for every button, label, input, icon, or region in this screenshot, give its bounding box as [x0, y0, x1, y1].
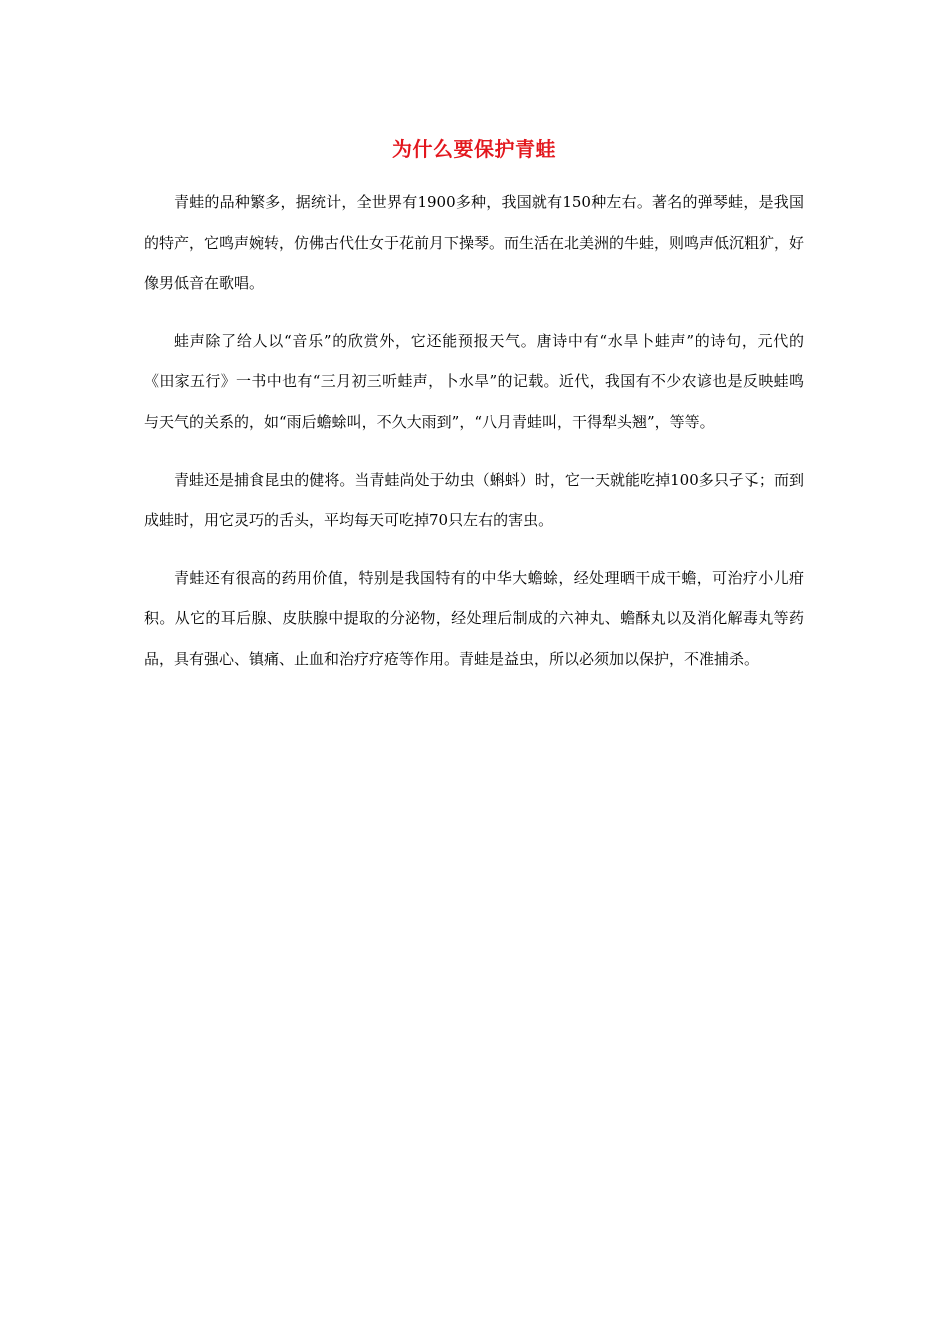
paragraph-2: 蛙声除了给人以“音乐”的欣赏外，它还能预报天气。唐诗中有“水旱卜蛙声”的诗句，元代的《田家五行》一书中也有“三月初三听蛙声，卜水旱”的记载。近代，我国有不少农谚也是反映蛙鸣与天气的关系的，如“雨后蟾蜍叫，不久大雨到”，“八月青蛙叫，干得犁头翘”，等等。 — [144, 331, 804, 431]
paragraph-3: 青蛙还是捕食昆虫的健将。当青蛙尚处于幼虫（蝌蚪）时，它一天就能吃掉100多只孑孓；而到成蛙时，用它灵巧的舌头，平均每天可吃掉70只左右的害虫。 — [144, 470, 804, 530]
document-body — [144, 134, 804, 697]
paragraph-4: 青蛙还有很高的药用价值，特别是我国特有的中华大蟾蜍，经处理晒干成干蟾，可治疗小儿疳积。从它的耳后腺、皮肤腺中提取的分泌物，经处理后制成的六神丸、蟾酥丸以及消化解毒丸等药品，具有强心、镇痛、止血和治疗疗疮等作用。青蛙是益虫，所以必须加以保护，不准捕杀。 — [144, 568, 804, 668]
paragraph-1: 青蛙的品种繁多，据统计，全世界有1900多种，我国就有150种左右。著名的弹琴蛙，是我国的特产，它鸣声婉转，仿佛古代仕女于花前月下操琴。而生活在北美洲的牛蛙，则鸣声低沉粗犷，好像男低音在歌唱。 — [144, 193, 805, 293]
page-title: 为什么要保护青蛙 — [392, 137, 556, 161]
